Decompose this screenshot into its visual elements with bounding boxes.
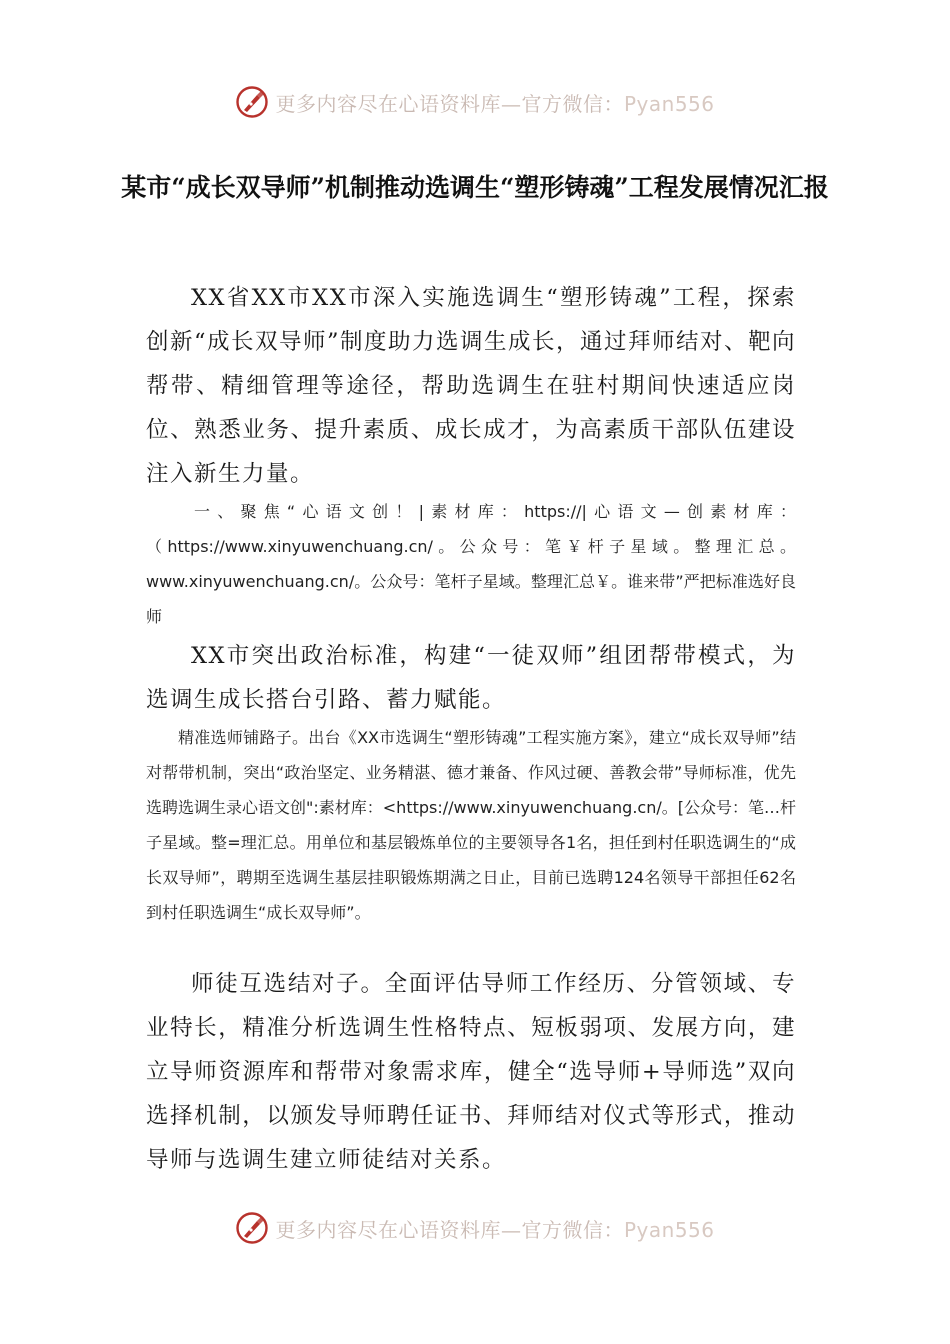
watermark-text: 更多内容尽在心语资料库—官方微信：Pyan556 <box>275 1217 715 1242</box>
watermark-banner-top <box>0 82 950 122</box>
pen-nib-logo-icon <box>235 1211 269 1245</box>
watermark-text: 更多内容尽在心语资料库—官方微信：Pyan556 <box>275 91 715 116</box>
paragraph-model: XX市突出政治标准，构建“一徒双师”组团帮带模式，为选调生成长搭台引路、蓄力赋能。 <box>146 643 796 713</box>
section-heading-1: 一、聚焦“心语文创！|素材库：https://|心语文—创素材库：（https://www.xinyuwenchuang.cn/。公众号：笔￥杆子星域。整理汇总。www.xinyuwenchuang.cn/。公众号：笔杆子星域。整理汇总￥。谁来带”严把标准选好良师 <box>146 502 796 626</box>
document-title: 某市“成长双导师”机制推动选调生“塑形铸魂”工程发展情况汇报 <box>121 173 829 202</box>
paragraph-select-mentors: 精准选师铺路子。出台《XX市选调生“塑形铸魂”工程实施方案》，建立“成长双导师”结对帮带机制，突出“政治坚定、业务精湛、德才兼备、作风过硬、善教会带”导师标准，优先选聘选调生录心语文创":素材库：<https://www.xinyuwenchuang.cn/。[公众号：笔…杆子星域。整=理汇总。用单位和基层锻炼单位的主要领导各1名，担任到村任职选调生的“成长双导师”，聘期至选调生基层挂职锻炼期满之日止，目前已选聘124名领导干部担任62名到村任职选调生“成长双导师”。 <box>146 728 796 922</box>
wechat-id: Pyan556 <box>623 1217 715 1242</box>
paragraph-mutual-selection: 师徒互选结对子。全面评估导师工作经历、分管领域、专业特长，精准分析选调生性格特点、短板弱项、发展方向，建立导师资源库和帮带对象需求库，健全“选导师+导师选”双向选择机制，以颁发导师聘任证书、拜师结对仪式等形式，推动导师与选调生建立师徒结对关系。 <box>146 971 796 1173</box>
pen-nib-logo-icon <box>235 85 269 119</box>
wechat-id: Pyan556 <box>623 91 715 116</box>
paragraph-intro: XX省XX市XX市深入实施选调生“塑形铸魂”工程，探索创新“成长双导师”制度助力选调生成长，通过拜师结对、靶向帮带、精细管理等途径，帮助选调生在驻村期间快速适应岗位、熟悉业务、提升素质、成长成才，为高素质干部队伍建设注入新生力量。 <box>146 285 797 487</box>
watermark-banner-bottom <box>0 1208 950 1248</box>
